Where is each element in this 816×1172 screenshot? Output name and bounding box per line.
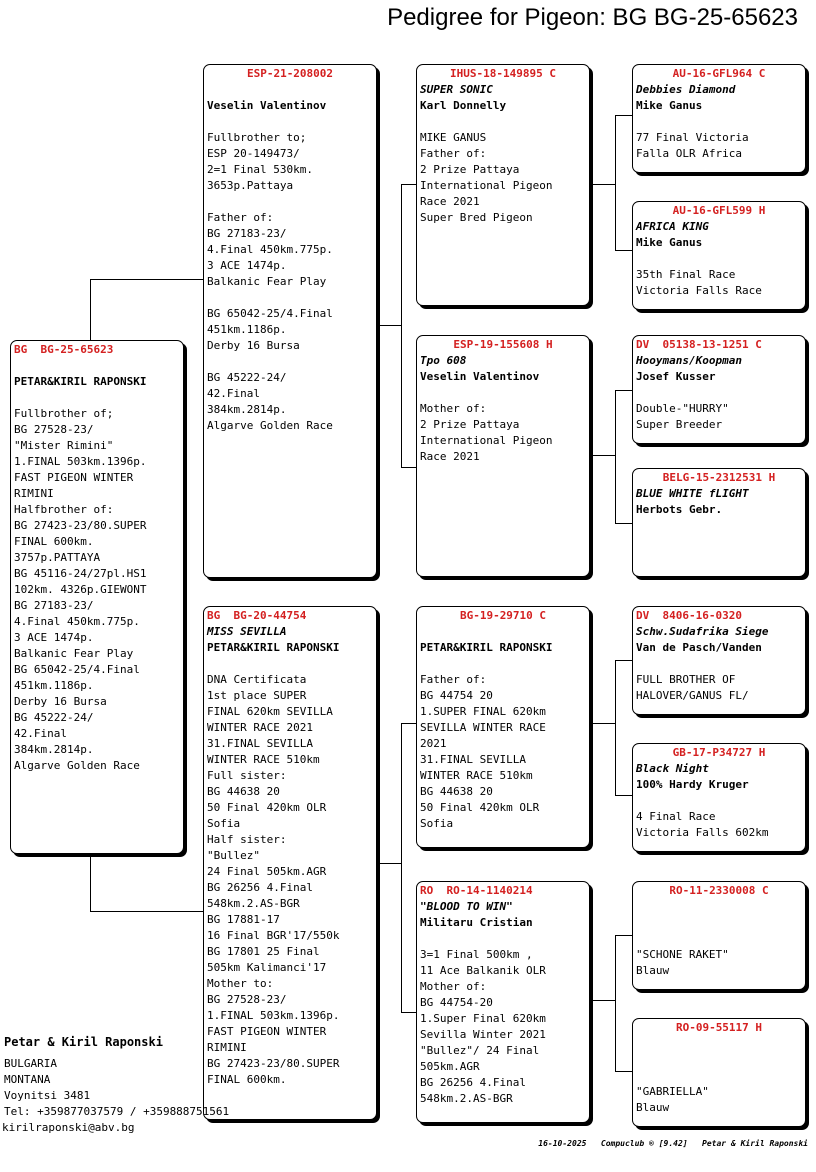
note-line: 505km Kalimanci'17 [207,961,327,974]
note-line: 3=1 Final 500km , [420,948,533,961]
note-line: BG 45222-24/ [14,711,94,724]
connector-dd-parents [615,935,616,1072]
note-line: 42.Final [207,387,260,400]
ring-code: BG-25-65623 [40,343,114,356]
note-line: WINTER RACE 510km [207,753,320,766]
dsd-card[interactable] [632,743,806,852]
note-line: 3 ACE 1474p. [14,631,94,644]
note-line: 2 Prize Pattaya [420,163,520,176]
ring-code: RO-14-1140214 [446,884,533,897]
pigeon-notes [633,401,805,433]
pigeon-notes [633,809,805,841]
note-line: 1.FINAL 503km.1396p. [14,455,147,468]
note-line: 451km.1186p. [207,323,287,336]
note-line: Mother to: [207,977,274,990]
owner-email[interactable]: kirilraponski@abv.bg [2,1121,135,1134]
breeder-name: Veselin Valentinov [420,370,540,383]
note-line: Algarve Golden Race [14,759,140,772]
note-line: BG 65042-25/4.Final [14,663,140,676]
ring-number: RO-09-55117 H [675,1021,763,1034]
note-line: Balkanic Fear Play [207,275,327,288]
note-line: BG 27183-23/ [207,227,287,240]
owner-contact [2,1034,229,1136]
pigeon-name: "BLOOD TO WIN" [420,900,513,913]
note-line: FINAL 600km. [207,1073,287,1086]
connector-dd-parents [615,935,632,936]
pigeon-notes [633,1084,805,1116]
connector-ds-parents [615,795,632,796]
main-pigeon-card[interactable] [10,340,184,854]
connector-sire-parents [377,325,402,326]
note-line: SEVILLA WINTER RACE [420,721,546,734]
note-line: Race 2021 [420,450,480,463]
connector-ss-parents [590,184,616,185]
note-line: DNA Certificata [207,673,307,686]
note-line: BG 17881-17 [207,913,280,926]
ring-number: AU-16-GFL599 H [672,204,766,217]
note-line: International Pigeon [420,179,553,192]
note-line: Blauw [636,1101,670,1114]
breeder-name: Mike Ganus [636,99,703,112]
note-line: BG 65042-25/4.Final [207,307,333,320]
breeder-name: Militaru Cristian [420,916,533,929]
connector-sire-parents [401,184,402,468]
connector-sd-parents [615,523,632,524]
pigeon-name: MISS SEVILLA [207,625,287,638]
note-line: BG 44754-20 [420,996,493,1009]
pigeon-notes [204,672,376,1088]
note-line: Mother of: [420,402,487,415]
note-line: 505km.AGR [420,1060,480,1073]
note-line: Derby 16 Bursa [14,695,107,708]
pigeon-name: SUPER SONIC [420,83,493,96]
note-line: 1.SUPER FINAL 620km [420,705,546,718]
note-line: 548km.2.AS-BGR [420,1092,513,1105]
note-line: Super Bred Pigeon [420,211,533,224]
ring-number [204,608,376,624]
note-line: 31.FINAL SEVILLA [420,753,526,766]
pigeon-notes [204,130,376,434]
note-line [207,354,373,370]
pigeon-notes [633,130,805,162]
pigeon-notes [633,947,805,979]
note-line: FAST PIGEON WINTER [14,471,134,484]
pigeon-name: Tpo 608 [420,354,467,367]
note-line: FULL BROTHER OF [636,673,736,686]
note-line: Falla OLR Africa [636,147,742,160]
connector-ds-parents [615,660,616,796]
note-line: 1.FINAL 503km.1396p. [207,1009,340,1022]
dss-card[interactable] [632,606,806,715]
country-code: DV [636,609,650,622]
pigeon-name: BLUE WHITE fLIGHT [636,487,749,500]
breeder-name: Van de Pasch/Vanden [636,641,762,654]
note-line: BG 26256 4.Final [207,881,313,894]
pigeon-notes [417,401,589,465]
note-line: BG 44638 20 [207,785,280,798]
note-line: Half sister: [207,833,287,846]
note-line: BG 44638 20 [420,785,493,798]
note-line: MIKE GANUS [420,131,487,144]
dds-card[interactable] [632,881,806,990]
note-line: 1.Super Final 620km [420,1012,546,1025]
ring-number [633,608,805,624]
note-line: FINAL 620km SEVILLA [207,705,333,718]
owner-phone: Tel: +359877037579 / +359888751561 [4,1105,230,1118]
note-line: Victoria Falls 602km [636,826,769,839]
connector-ds-parents [590,723,616,724]
note-line: Super Breeder [636,418,723,431]
note-line: 2=1 Final 530km. [207,163,313,176]
note-line: 2021 [420,737,447,750]
note-line [207,290,373,306]
connector-ss-parents [615,115,616,251]
note-line: Sofia [207,817,241,830]
connector-dd-parents [590,1000,616,1001]
note-line: Sevilla Winter 2021 [420,1028,546,1041]
pigeon-notes [417,130,589,226]
ddd-card[interactable] [632,1018,806,1127]
note-line: BG 27528-23/ [14,423,94,436]
ring-number [633,337,805,353]
pigeon-name: AFRICA KING [636,220,709,233]
breeder-name: Josef Kusser [636,370,716,383]
note-line: 35th Final Race [636,268,736,281]
breeder-name: Herbots Gebr. [636,503,723,516]
breeder-name: PETAR&KIRIL RAPONSKI [420,641,553,654]
sss-card[interactable] [632,64,806,173]
pigeon-name: Schw.Sudafrika Siege [636,625,769,638]
note-line: 24 Final 505km.AGR [207,865,327,878]
note-line: Blauw [636,964,670,977]
ssd-card[interactable] [632,201,806,310]
note-line: 2 Prize Pattaya [420,418,520,431]
note-line: Sofia [420,817,454,830]
note-line: 102km. 4326p.GIEWONT [14,583,147,596]
note-line: "Bullez"/ 24 Final [420,1044,540,1057]
ring-number: AU-16-GFL964 C [672,67,766,80]
note-line: BG 44754 20 [420,689,493,702]
connector-sd-parents [615,390,616,524]
connector-ds-parents [615,660,632,661]
note-line: 4.Final 450km.775p. [14,615,140,628]
breeder-name: Karl Donnelly [420,99,507,112]
note-line: Father of: [420,673,487,686]
ring-number: ESP-19-155608 H [453,338,553,351]
note-line: WINTER RACE 510km [420,769,533,782]
note-line: 42.Final [14,727,67,740]
note-line: Fullbrother of; [14,407,114,420]
note-line: 3653p.Pattaya [207,179,294,192]
owner-region: MONTANA [4,1073,51,1086]
sdd-card[interactable] [632,468,806,577]
note-line: BG 27528-23/ [207,993,287,1006]
connector-sire-parents [401,184,417,185]
note-line: 50 Final 420km OLR [420,801,540,814]
connector-dam-parents [401,723,417,724]
owner-name: Petar & Kiril Raponski [4,1035,163,1049]
note-line: RIMINI [14,487,54,500]
note-line: "Mister Rimini" [14,439,114,452]
connector-dam-parents [401,1012,417,1013]
breeder-name: 100% Hardy Kruger [636,778,749,791]
note-line: BG 45116-24/27pl.HS1 [14,567,147,580]
pigeon-name: Hooymans/Koopman [636,354,742,367]
note-line: 50 Final 420km OLR [207,801,327,814]
note-line: Double-"HURRY" [636,402,729,415]
country-code: DV [636,338,650,351]
owner-country: BULGARIA [4,1057,57,1070]
note-line: Victoria Falls Race [636,284,762,297]
ring-number: GB-17-P34727 H [672,746,766,759]
note-line: Father of: [420,147,487,160]
ring-number: RO-11-2330008 C [669,884,769,897]
breeder-name: PETAR&KIRIL RAPONSKI [207,641,340,654]
breeder-name: Veselin Valentinov [207,99,327,112]
note-line: Algarve Golden Race [207,419,333,432]
note-line: BG 26256 4.Final [420,1076,526,1089]
note-line: HALOVER/GANUS FL/ [636,689,749,702]
note-line: Mother of: [420,980,487,993]
note-line: 16 Final BGR'17/550k [207,929,340,942]
ring-number: IHUS-18-149895 C [450,67,556,80]
note-line: 11 Ace Balkanik OLR [420,964,546,977]
country-code: RO [420,884,434,897]
note-line: 384km.2814p. [14,743,94,756]
note-line: BG 17801 25 Final [207,945,320,958]
footer-credit: 16-10-2025 Compuclub ® [9.42] Petar & Kiril Raponski [538,1139,808,1148]
note-line: Father of: [207,211,274,224]
ring-number: BG-19-29710 C [459,609,547,622]
dam-dam-card[interactable] [416,881,590,1123]
connector-ss-parents [615,250,632,251]
dam-sire-card[interactable] [416,606,590,848]
note-line: BG 45222-24/ [207,371,287,384]
connector-sd-parents [590,455,616,456]
note-line: "SCHONE RAKET" [636,948,729,961]
note-line: 31.FINAL SEVILLA [207,737,313,750]
note-line: BG 27183-23/ [14,599,94,612]
note-line: 3 ACE 1474p. [207,259,287,272]
note-line: "Bullez" [207,849,260,862]
note-line: FINAL 600km. [14,535,94,548]
sire-sire-card[interactable] [416,64,590,306]
note-line: 3757p.PATTAYA [14,551,101,564]
ring-code: BG-20-44754 [233,609,307,622]
note-line: BG 27423-23/80.SUPER [14,519,147,532]
connector-main-dam [90,853,91,912]
note-line [207,194,373,210]
note-line: 451km.1186p. [14,679,94,692]
note-line: Balkanic Fear Play [14,647,134,660]
sire-dam-card[interactable] [416,335,590,577]
pigeon-notes [417,947,589,1107]
note-line: ESP 20-149473/ [207,147,300,160]
connector-main-dam [90,911,204,912]
pigeon-notes [633,672,805,704]
note-line: International Pigeon [420,434,553,447]
connector-sd-parents [615,390,632,391]
note-line: WINTER RACE 2021 [207,721,313,734]
note-line: Halfbrother of: [14,503,114,516]
note-line: 4 Final Race [636,810,716,823]
note-line: Fullbrother to; [207,131,307,144]
note-line: 1st place SUPER [207,689,307,702]
note-line: Race 2021 [420,195,480,208]
owner-town: Voynitsi 3481 [4,1089,91,1102]
breeder-name: PETAR&KIRIL RAPONSKI [14,375,147,388]
connector-dd-parents [615,1071,632,1072]
ring-code: 05138-13-1251 C [662,338,762,351]
ring-number: BELG-15-2312531 H [662,471,776,484]
note-line: Derby 16 Bursa [207,339,300,352]
connector-ss-parents [615,115,632,116]
connector-main-sire [90,279,204,280]
note-line: "GABRIELLA" [636,1085,709,1098]
pigeon-notes [417,672,589,832]
connector-main-sire [90,279,91,341]
connector-dam-parents [377,863,402,864]
sds-card[interactable] [632,335,806,444]
connector-sire-parents [401,467,417,468]
country-code: BG [14,343,28,356]
note-line: FAST PIGEON WINTER [207,1025,327,1038]
connector-dam-parents [401,723,402,1013]
note-line: 384km.2814p. [207,403,287,416]
pigeon-notes [633,267,805,299]
note-line: 4.Final 450km.775p. [207,243,333,256]
note-line: Full sister: [207,769,287,782]
note-line: 548km.2.AS-BGR [207,897,300,910]
ring-number [417,883,589,899]
note-line: 77 Final Victoria [636,131,749,144]
pigeon-name: Black Night [636,762,709,775]
ring-code: 8406-16-0320 [662,609,742,622]
note-line: BG 27423-23/80.SUPER [207,1057,340,1070]
note-line: RIMINI [207,1041,247,1054]
breeder-name: Mike Ganus [636,236,703,249]
page-title: Pedigree for Pigeon: BG BG-25-65623 [387,4,798,31]
country-code: BG [207,609,221,622]
ring-number [11,342,183,358]
sire-card[interactable] [203,64,377,578]
ring-number: ESP-21-208002 [246,67,334,80]
pigeon-notes [11,406,183,774]
pigeon-name: Debbies Diamond [636,83,736,96]
